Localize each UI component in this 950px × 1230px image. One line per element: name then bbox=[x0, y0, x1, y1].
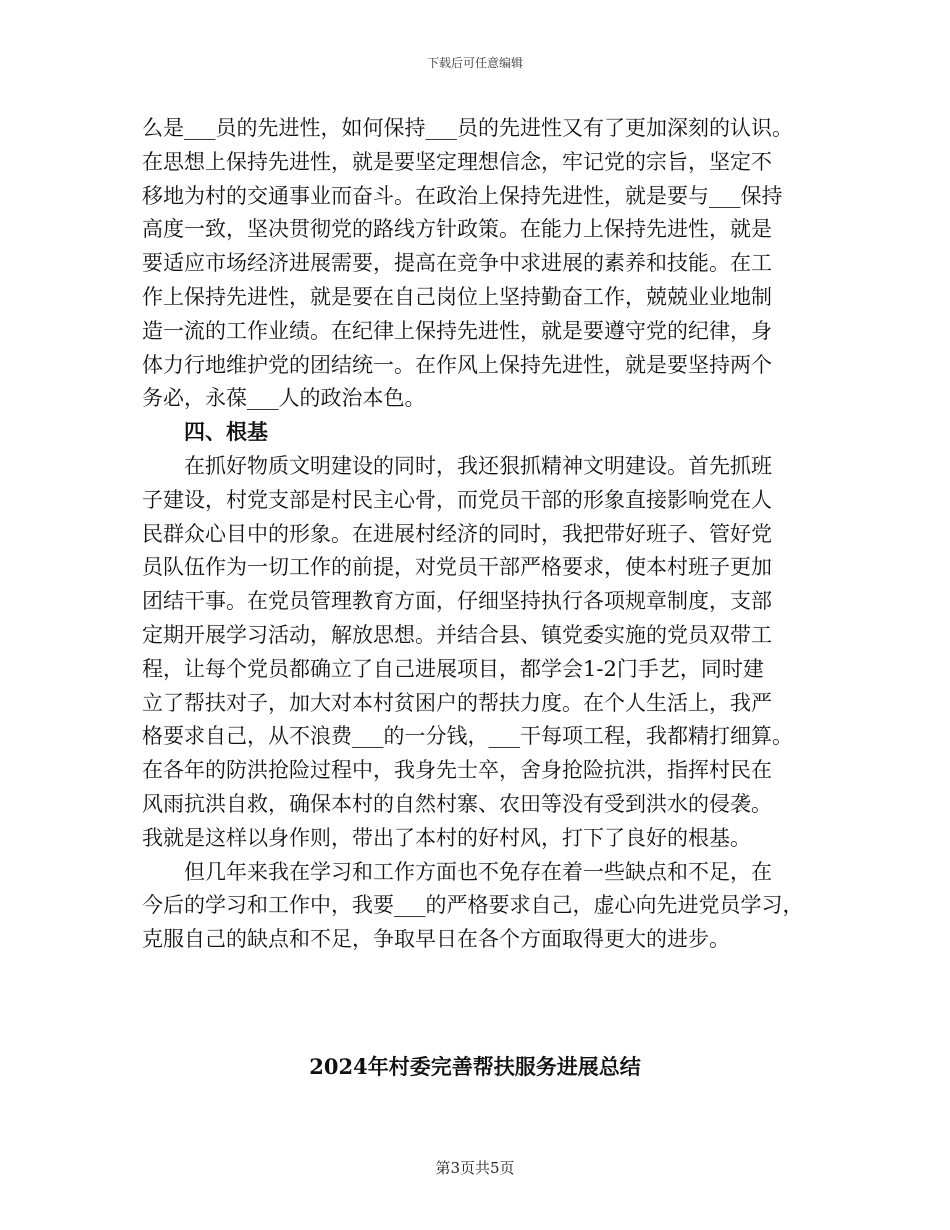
text-line: 格要求自己，从不浪费___的一分钱，___干每项工程，我都精打细算。 bbox=[142, 724, 793, 749]
text-line: 高度一致，坚决贯彻党的路线方针政策。在能力上保持先进性，就是 bbox=[142, 217, 772, 242]
paragraph-shortcomings bbox=[142, 857, 832, 958]
text-line: 作上保持先进性，就是要在自己岗位上坚持勤奋工作，兢兢业业地制 bbox=[142, 284, 772, 309]
page-header: 下载后可任意编辑 bbox=[426, 56, 523, 70]
text-line: 团结干事。在党员管理教育方面，仔细坚持执行各项规章制度，支部 bbox=[142, 589, 772, 614]
text-line: 立了帮扶对子，加大对本村贫困户的帮扶力度。在个人生活上，我严 bbox=[142, 690, 772, 715]
text-line: 员队伍作为一切工作的前提，对党员干部严格要求，使本村班子更加 bbox=[142, 555, 772, 580]
page-number: 第3页共5页 bbox=[435, 1159, 515, 1177]
text-line: 务必，永葆___人的政治本色。 bbox=[142, 386, 426, 411]
paragraph-foundation bbox=[142, 451, 832, 857]
text-line: 风雨抗洪自救，确保本村的自然村寨、农田等没有受到洪水的侵袭。 bbox=[142, 791, 772, 816]
document-body bbox=[142, 113, 832, 958]
text-line: 定期开展学习活动，解放思想。并结合县、镇党委实施的党员双带工 bbox=[142, 622, 772, 647]
text-line: 我就是这样以身作则，带出了本村的好村风，打下了良好的根基。 bbox=[142, 825, 751, 850]
text-line: 在思想上保持先进性，就是要坚定理想信念，牢记党的宗旨，坚定不 bbox=[142, 149, 772, 174]
text-line: 今后的学习和工作中，我要___的严格要求自己，虚心向先进党员学习， bbox=[142, 893, 804, 918]
text-line: 移地为村的交通事业而奋斗。在政治上保持先进性，就是要与___保持 bbox=[142, 183, 783, 208]
text-line: 在各年的防洪抢险过程中，我身先士卒，舍身抢险抗洪，指挥村民在 bbox=[142, 758, 772, 783]
section-heading: 四、根基 bbox=[184, 419, 268, 445]
text-line: 在抓好物质文明建设的同时，我还狠抓精神文明建设。首先抓班 bbox=[184, 453, 772, 478]
document-title: 2024年村委完善帮扶服务进展总结 bbox=[309, 1054, 641, 1079]
paragraph-continued bbox=[142, 113, 832, 417]
text-line: 但几年来我在学习和工作方面也不免存在着一些缺点和不足，在 bbox=[184, 859, 772, 884]
text-line: 子建设，村党支部是村民主心骨，而党员干部的形象直接影响党在人 bbox=[142, 487, 772, 512]
text-line: 程，让每个党员都确立了自己进展项目，都学会1-2门手艺，同时建 bbox=[142, 656, 764, 681]
text-line: 要适应市场经济进展需要，提高在竞争中求进展的素养和技能。在工 bbox=[142, 251, 772, 276]
text-line: 克服自己的缺点和不足，争取早日在各个方面取得更大的进步。 bbox=[142, 927, 730, 952]
text-line: 造一流的工作业绩。在纪律上保持先进性，就是要遵守党的纪律，身 bbox=[142, 318, 772, 343]
text-line: 体力行地维护党的团结统一。在作风上保持先进性，就是要坚持两个 bbox=[142, 352, 772, 377]
text-line: 么是___员的先进性，如何保持___员的先进性又有了更加深刻的认识。 bbox=[142, 116, 793, 140]
text-line: 民群众心目中的形象。在进展村经济的同时，我把带好班子、管好党 bbox=[142, 521, 772, 546]
